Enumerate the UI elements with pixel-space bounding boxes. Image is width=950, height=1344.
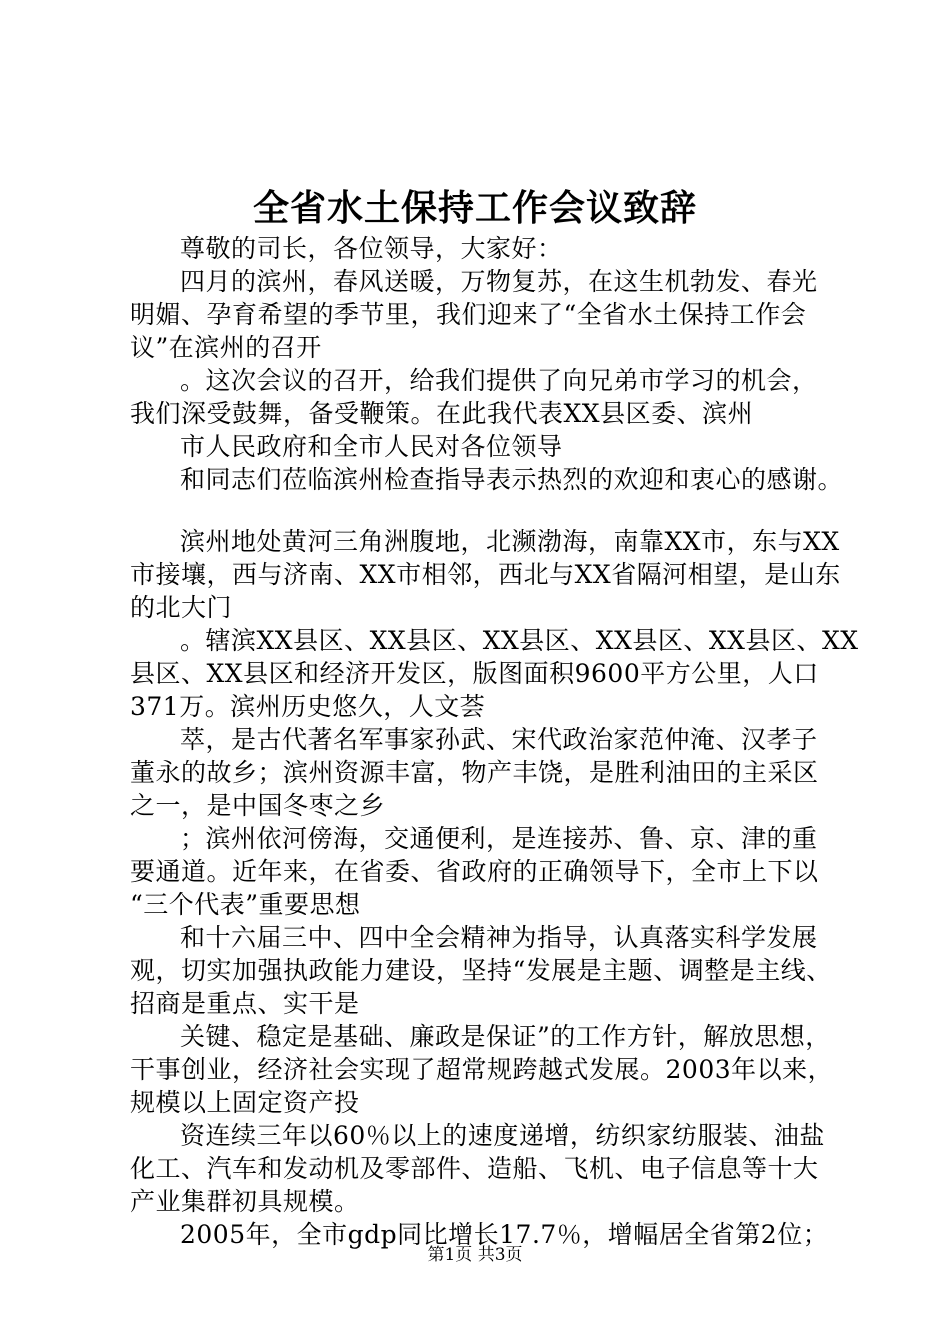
text-line: 尊敬的司长，各位领导，大家好： — [180, 234, 563, 263]
text-line: 观，切实加强执政能力建设，坚持“发展是主题、调整是主线、 — [130, 956, 832, 985]
text-line: 萃，是古代著名军事家孙武、宋代政治家范仲淹、汉孝子 — [180, 725, 818, 754]
text-line: 化工、汽车和发动机及零部件、造船、飞机、电子信息等十大 — [130, 1154, 819, 1183]
document-body — [130, 232, 859, 1251]
text-line: 。这次会议的召开，给我们提供了向兄弟市学习的机会， — [180, 366, 818, 395]
text-line: 干事创业，经济社会实现了超常规跨越式发展。2003年以来， — [130, 1055, 834, 1084]
page-footer: 第1页 共3页 — [427, 1245, 523, 1265]
text-line: 明媚、孕育希望的季节里，我们迎来了“全省水土保持工作会 — [130, 300, 807, 329]
text-line: “三个代表”重要思想 — [130, 890, 361, 919]
text-line: 371万。滨州历史悠久，人文荟 — [130, 692, 486, 721]
text-line: 县区、XX县区和经济开发区，版图面积9600平方公里，人口 — [130, 659, 819, 688]
text-line: 市接壤，西与济南、XX市相邻，西北与XX省隔河相望，是山东 — [130, 560, 841, 589]
text-line: 和同志们莅临滨州检查指导表示热烈的欢迎和衷心的感谢。 — [180, 465, 844, 494]
text-line: 资连续三年以60％以上的速度递增，纺织家纺服装、油盐 — [180, 1121, 825, 1150]
text-line: 。辖滨XX县区、XX县区、XX县区、XX县区、XX县区、XX — [180, 626, 859, 655]
text-line: 之一，是中国冬枣之乡 — [130, 791, 386, 820]
text-line: 我们深受鼓舞，备受鞭策。在此我代表XX县区委、滨州 — [130, 399, 754, 428]
text-line: 关键、稳定是基础、廉政是保证”的工作方针，解放思想， — [180, 1022, 831, 1051]
text-line: 产业集群初具规模。 — [130, 1187, 360, 1216]
text-line: 2005年，全市gdp同比增长17.7％，增幅居全省第2位； — [180, 1220, 829, 1249]
paragraph-gap — [130, 496, 840, 525]
text-line: 市人民政府和全市人民对各位领导 — [180, 432, 563, 461]
text-line: 的北大门 — [130, 593, 233, 622]
text-line: 和十六届三中、四中全会精神为指导，认真落实科学发展 — [180, 923, 818, 952]
text-line: 滨州地处黄河三角洲腹地，北濒渤海，南靠XX市，东与XX — [180, 527, 840, 556]
text-line: 规模以上固定资产投 — [130, 1088, 360, 1117]
text-line: 招商是重点、实干是 — [130, 989, 360, 1018]
text-line: ；滨州依河傍海，交通便利，是连接苏、鲁、京、津的重 — [180, 824, 818, 853]
page-title: 全省水土保持工作会议致辞 — [252, 187, 697, 229]
text-line: 议”在滨州的召开 — [130, 333, 322, 362]
text-line: 董永的故乡；滨州资源丰富，物产丰饶，是胜利油田的主采区 — [130, 758, 819, 787]
text-line: 四月的滨州，春风送暖，万物复苏，在这生机勃发、春光 — [180, 267, 818, 296]
text-line: 要通道。近年来，在省委、省政府的正确领导下，全市上下以 — [130, 857, 819, 886]
